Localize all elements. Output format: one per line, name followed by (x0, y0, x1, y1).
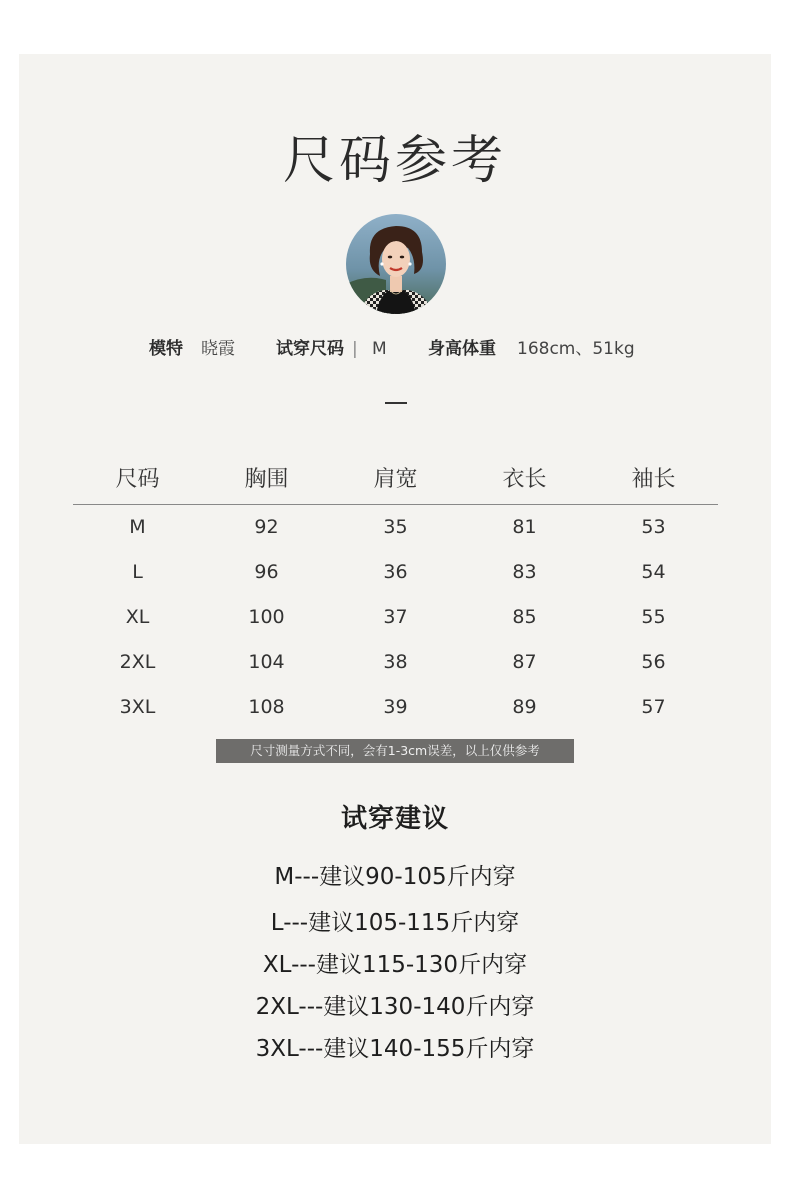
suggestion-title: 试穿建议 (340, 804, 449, 834)
table-cell: 87 (512, 651, 537, 673)
suggestion-item: 2XL---建议130-140斤内穿 (255, 994, 535, 1020)
header-size: 尺码 (115, 467, 160, 492)
table-row (73, 685, 718, 730)
table-cell: 100 (248, 606, 285, 628)
header-sleeve: 袖长 (631, 467, 676, 492)
model-name-label: 模特 (149, 339, 183, 359)
table-cell: 85 (512, 606, 537, 628)
table-cell: L (132, 561, 143, 583)
height-weight-label: 身高体重 (428, 339, 496, 359)
table-cell: 3XL (119, 696, 156, 718)
table-cell: 92 (254, 516, 279, 538)
size-table (73, 462, 718, 730)
page-title: 尺码参考 (282, 131, 507, 191)
header-shoulder: 肩宽 (373, 467, 418, 492)
header-length: 衣长 (502, 467, 547, 492)
suggestion-item: M---建议90-105斤内穿 (274, 864, 516, 890)
table-cell: M (129, 516, 146, 538)
suggestion-item: 3XL---建议140-155斤内穿 (255, 1036, 535, 1062)
model-name-value: 晓霞 (201, 339, 235, 359)
trial-size-label: 试穿尺码 (276, 339, 344, 359)
suggestion-item: XL---建议115-130斤内穿 (262, 952, 528, 978)
table-cell: 36 (383, 561, 408, 583)
table-cell: 55 (641, 606, 666, 628)
table-row (73, 505, 718, 550)
table-cell: 37 (383, 606, 408, 628)
section-divider (385, 402, 407, 404)
table-cell: 96 (254, 561, 279, 583)
table-cell: 54 (641, 561, 666, 583)
table-cell: 38 (383, 651, 408, 673)
table-cell: 35 (383, 516, 408, 538)
table-cell: 39 (383, 696, 408, 718)
table-cell: 56 (641, 651, 666, 673)
size-table-header (73, 462, 718, 505)
header-chest: 胸围 (244, 467, 289, 492)
suggestion-item: L---建议105-115斤内穿 (270, 910, 520, 936)
table-cell: XL (125, 606, 150, 628)
table-row (73, 550, 718, 595)
table-cell: 81 (512, 516, 537, 538)
table-cell: 104 (248, 651, 285, 673)
model-avatar (346, 214, 446, 314)
height-weight-value: 168cm、51kg (517, 339, 635, 359)
table-cell: 53 (641, 516, 666, 538)
table-cell: 57 (641, 696, 666, 718)
table-cell: 2XL (119, 651, 156, 673)
table-cell: 108 (248, 696, 285, 718)
table-cell: 89 (512, 696, 537, 718)
table-row (73, 640, 718, 685)
trial-size-separator: | (352, 339, 358, 359)
table-cell: 83 (512, 561, 537, 583)
measurement-note: 尺寸测量方式不同，会有1-3cm误差，以上仅供参考 (216, 739, 574, 763)
trial-size-value: M (372, 339, 387, 359)
table-row (73, 595, 718, 640)
